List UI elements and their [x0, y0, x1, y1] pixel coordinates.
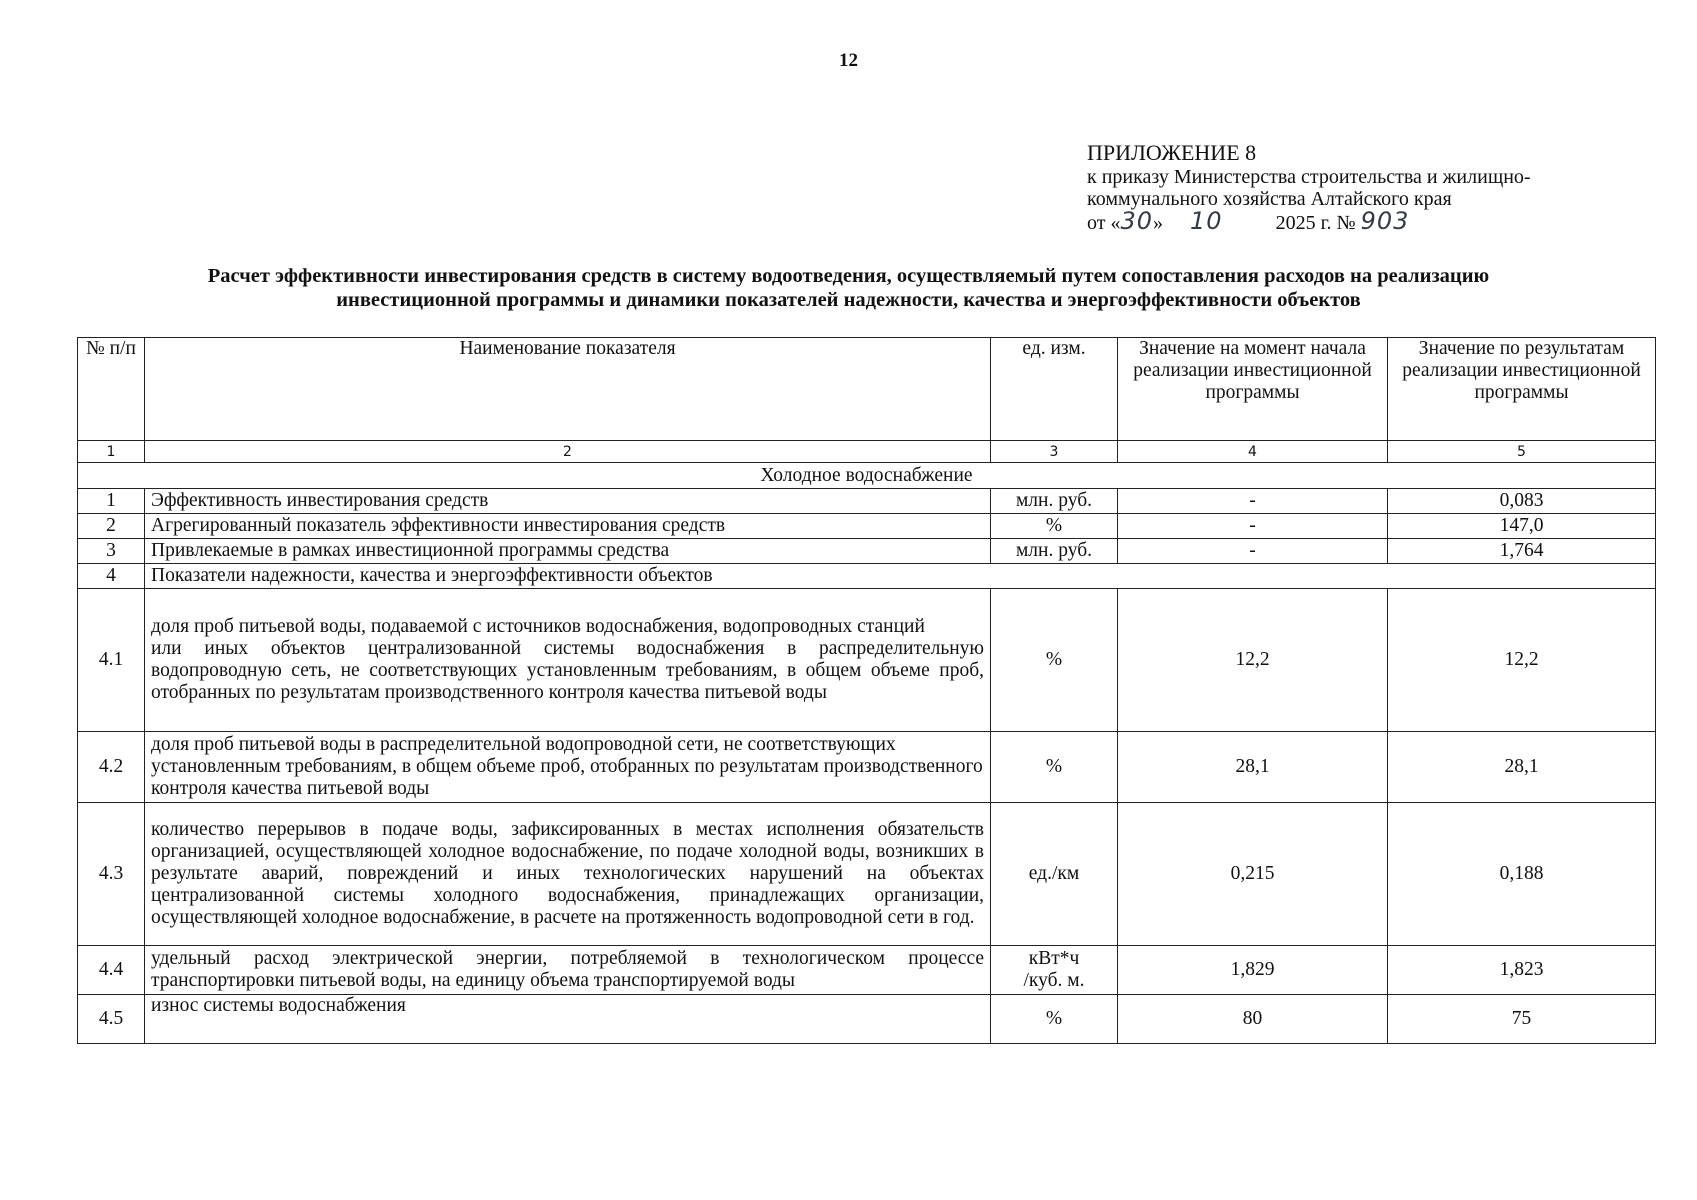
title-line-1: Расчет эффективности инвестирования средств в систему водоотведения, осуществляемый путем сопоставления расходов на реализацию	[207, 265, 1490, 287]
header-name: Наименование показателя	[145, 338, 991, 441]
row-start-value: 1,829	[1118, 946, 1388, 995]
handwritten-month: 10	[1190, 207, 1223, 235]
row-num: 4	[78, 564, 145, 589]
row-num: 4.1	[78, 589, 145, 732]
row-start-value: 0,215	[1118, 803, 1388, 946]
indicators-table	[77, 337, 1656, 1044]
table-row	[78, 995, 1656, 1044]
row-result-value: 147,0	[1388, 514, 1656, 539]
row-name: удельный расход электрической энергии, потребляемой в технологическом процессе транспортировки питьевой воды, на единицу объема транспортируемой воды	[145, 946, 991, 995]
row-start-value: 28,1	[1118, 732, 1388, 803]
row-name	[145, 589, 991, 732]
row-name: Показатели надежности, качества и энергоэффективности объектов	[145, 564, 1656, 589]
column-number: 5	[1388, 441, 1656, 463]
date-prefix: от «	[1087, 212, 1121, 234]
row-unit: %	[991, 514, 1118, 539]
row-result-value: 0,188	[1388, 803, 1656, 946]
header-start-value: Значение на момент начала реализации инвестиционной программы	[1118, 338, 1388, 441]
row-num: 1	[78, 489, 145, 514]
header-num: № п/п	[78, 338, 145, 441]
table-header-row	[78, 338, 1656, 441]
document-title	[40, 264, 1657, 312]
row-unit-line-2: /куб. м.	[1023, 970, 1085, 991]
row-result-value: 12,2	[1388, 589, 1656, 732]
table-row	[78, 514, 1656, 539]
row-unit	[991, 946, 1118, 995]
table-row	[78, 803, 1656, 946]
row-num: 3	[78, 539, 145, 564]
table-row	[78, 589, 1656, 732]
table-row	[78, 539, 1656, 564]
row-result-value: 75	[1388, 995, 1656, 1044]
appendix-date-line	[1087, 207, 1531, 235]
header-unit: ед. изм.	[991, 338, 1118, 441]
row-start-value: -	[1118, 489, 1388, 514]
row-start-value: 80	[1118, 995, 1388, 1044]
row-num: 4.3	[78, 803, 145, 946]
row-result-value: 28,1	[1388, 732, 1656, 803]
row-name: количество перерывов в подаче воды, зафиксированных в местах исполнения обязательств организацией, осуществляющей холодное водоснабжение, по подаче холодной воды, возникших в результате аварий, повреждений и иных технологических нарушений на объектах централизованной системы холодного водоснабжения, принадлежащих организации, осуществляющей холодное водоснабжение, в расчете на протяженность водопроводной сети в год.	[145, 803, 991, 946]
row-result-value: 1,823	[1388, 946, 1656, 995]
section-row	[78, 463, 1656, 489]
column-number: 4	[1118, 441, 1388, 463]
row-result-value: 0,083	[1388, 489, 1656, 514]
row-num: 2	[78, 514, 145, 539]
appendix-line-1: к приказу Министерства строительства и жилищно-	[1087, 166, 1531, 188]
table-row	[78, 946, 1656, 995]
row-name: Агрегированный показатель эффективности инвестирования средств	[145, 514, 991, 539]
row-unit: млн. руб.	[991, 539, 1118, 564]
row-start-value: 12,2	[1118, 589, 1388, 732]
row-unit: %	[991, 732, 1118, 803]
row-name-line-1: доля проб питьевой воды, подаваемой с источников водоснабжения, водопроводных станций	[151, 616, 925, 637]
row-name: износ системы водоснабжения	[145, 995, 991, 1044]
table-row	[78, 489, 1656, 514]
row-name: доля проб питьевой воды в распределительной водопроводной сети, не соответствующих установленным требованиям, в общем объеме проб, отобранных по результатам производственного контроля качества питьевой воды	[145, 732, 991, 803]
row-num: 4.2	[78, 732, 145, 803]
row-unit: млн. руб.	[991, 489, 1118, 514]
appendix-line-2: коммунального хозяйства Алтайского края	[1087, 188, 1452, 210]
row-num: 4.4	[78, 946, 145, 995]
row-name: Привлекаемые в рамках инвестиционной программы средства	[145, 539, 991, 564]
year-text: 2025 г. №	[1275, 212, 1356, 234]
row-name: Эффективность инвестирования средств	[145, 489, 991, 514]
column-number: 3	[991, 441, 1118, 463]
column-number: 1	[78, 441, 145, 463]
row-result-value: 1,764	[1388, 539, 1656, 564]
date-mid: »	[1153, 212, 1164, 234]
row-unit: %	[991, 995, 1118, 1044]
row-unit: ед./км	[991, 803, 1118, 946]
row-unit-line-1: кВт*ч	[1028, 948, 1080, 969]
row-start-value: -	[1118, 539, 1388, 564]
handwritten-number: 903	[1360, 207, 1410, 235]
table-row	[78, 732, 1656, 803]
appendix-block	[1087, 140, 1531, 234]
row-unit: %	[991, 589, 1118, 732]
row-num: 4.5	[78, 995, 145, 1044]
header-result-value: Значение по результатам реализации инвестиционной программы	[1388, 338, 1656, 441]
table-row	[78, 564, 1656, 589]
page-number: 12	[839, 50, 858, 71]
column-number: 2	[145, 441, 991, 463]
column-number-row	[78, 441, 1656, 463]
title-line-2: инвестиционной программы и динамики показателей надежности, качества и энергоэффективности объектов	[336, 289, 1361, 311]
row-name-line-2: или иных объектов централизованной системы водоснабжения в распределительную водопроводную сеть, не соответствующих установленным требованиям, в общем объеме проб, отобранных по результатам производственного контроля качества питьевой воды	[151, 638, 984, 703]
row-start-value: -	[1118, 514, 1388, 539]
appendix-title: ПРИЛОЖЕНИЕ 8	[1087, 140, 1257, 165]
handwritten-day: 30	[1120, 207, 1154, 235]
section-title: Холодное водоснабжение	[78, 463, 1656, 489]
